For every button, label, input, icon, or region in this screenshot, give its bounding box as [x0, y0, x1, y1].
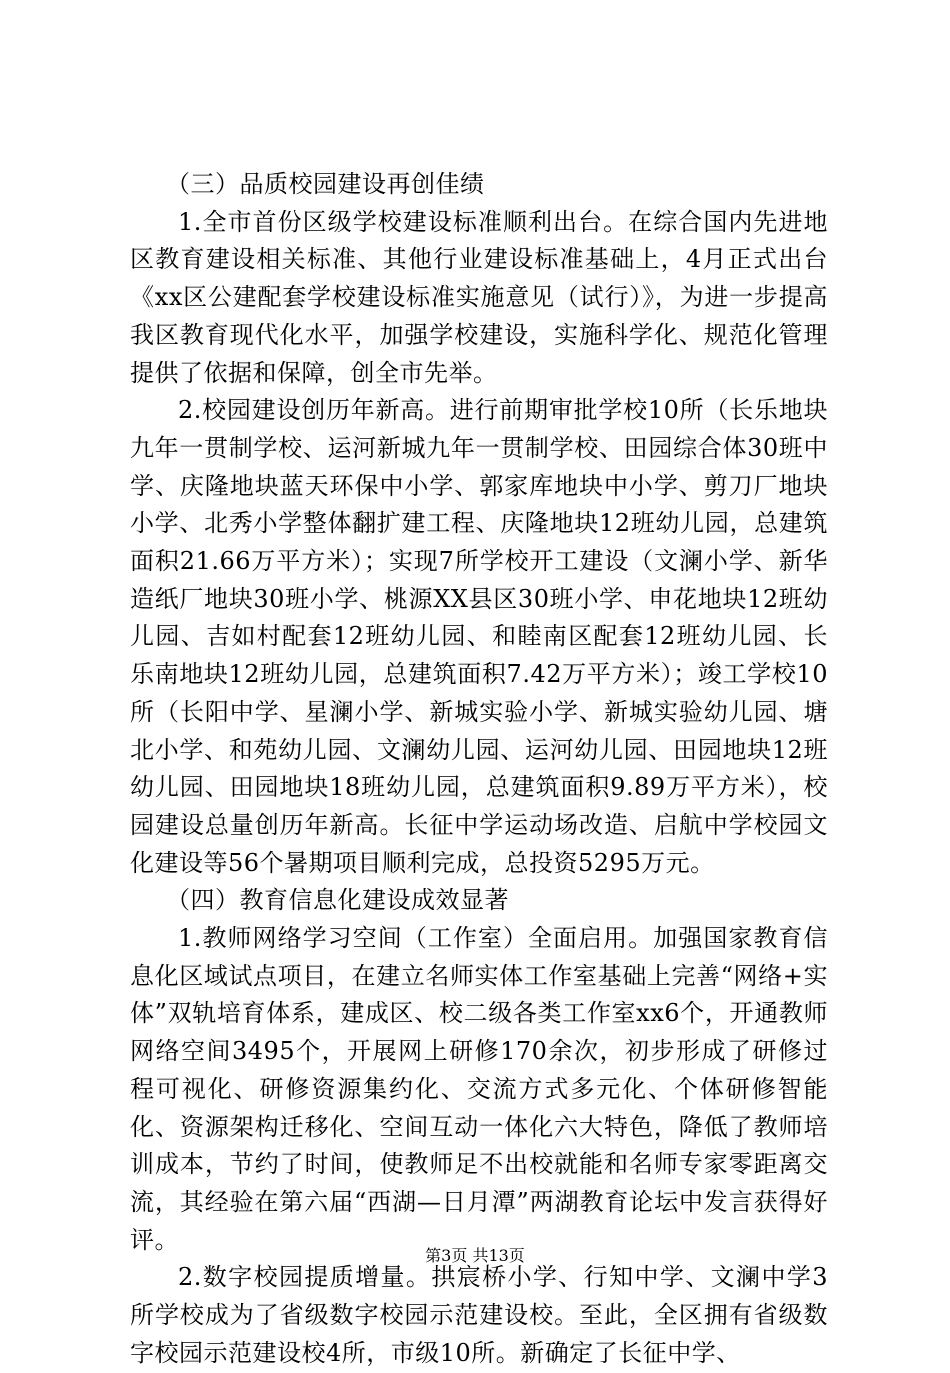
paragraph: 2.校园建设创历年新高。进行前期审批学校10所（长乐地块九年一贯制学校、运河新城九年一贯制学校、田园综合体30班中学、庆隆地块蓝天环保中小学、郭家库地块中小学、剪刀厂地块小学、北秀小学整体翻扩建工程、庆隆地块12班幼儿园，总建筑面积21.66万平方米）；实现7所学校开工建设（文澜小学、新华造纸厂地块30班小学、桃源XX县区30班小学、申花地块12班幼儿园、吉如村配套12班幼儿园、和睦南区配套12班幼儿园、长乐南地块12班幼儿园，总建筑面积7.42万平方米）；竣工学校10所（长阳中学、星澜小学、新城实验小学、新城实验幼儿园、塘北小学、和苑幼儿园、文澜幼儿园、运河幼儿园、田园地块12班幼儿园、田园地块18班幼儿园，总建筑面积9.89万平方米），校园建设总量创历年新高。长征中学运动场改造、启航中学校园文化建设等56个暑期项目顺利完成，总投资5295万元。 — [130, 396, 828, 877]
section-heading: （四）教育信息化建设成效显著 — [166, 886, 509, 915]
paragraph: 1.全市首份区级学校建设标准顺利出台。在综合国内先进地区教育建设相关标准、其他行业建设标准基础上，4月正式出台《xx区公建配套学校建设标准实施意见（试行）》，为进一步提高我区教育现代化水平，加强学校建设，实施科学化、规范化管理提供了依据和保障，创全市先举。 — [130, 207, 828, 387]
paragraph: 2.数字校园提质增量。拱宸桥小学、行知中学、文澜中学3所学校成为了省级数字校园示范建设校。至此，全区拥有省级数字校园示范建设校4所，市级10所。新确定了长征中学、 — [130, 1263, 828, 1367]
document-body — [130, 166, 828, 1373]
section-heading: （三）品质校园建设再创佳绩 — [166, 170, 485, 198]
page-number-footer: 第3页 共13页 — [425, 1246, 525, 1265]
paragraph: 1.教师网络学习空间（工作室）全面启用。加强国家教育信息化区域试点项目，在建立名师实体工作室基础上完善“网络+实体”双轨培育体系，建成区、校二级各类工作室xx6个，开通教师网络空间3495个，开展网上研修170余次，初步形成了研修过程可视化、研修资源集约化、交流方式多元化、个体研修智能化、资源架构迁移化、空间互动一体化六大特色，降低了教师培训成本，节约了时间，使教师足不出校就能和名师专家零距离交流，其经验在第六届“西湖—日月潭”两湖教育论坛中发言获得好评。 — [130, 924, 828, 1254]
